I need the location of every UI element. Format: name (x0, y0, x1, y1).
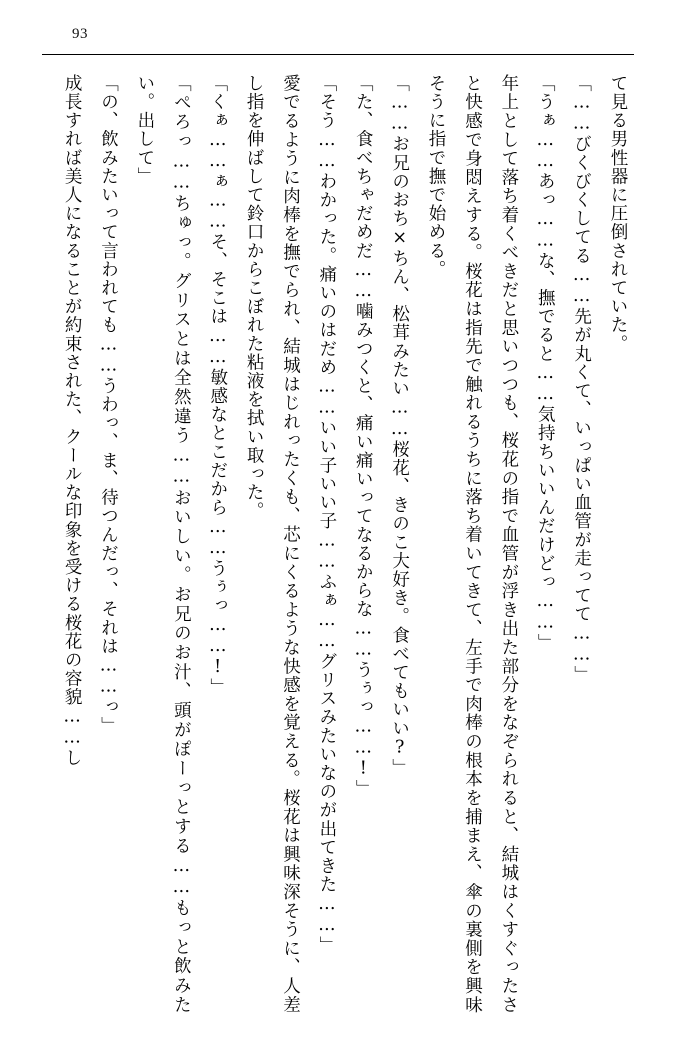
paragraph: 年上として落ち着くべきだと思いつつも、桜花の指で血管が浮き出た部分をなぞられると、結城はくすぐったさと快感で身悶えする。桜花は指先で触れるうちに落ち着いてきて、左手で肉棒の根本を捕まえ、傘の裏側を興味そうに指で撫で始める。 (426, 74, 519, 1014)
paragraph: 「うぁ……あっ……な、撫でると……気持ちいいんだけどっ……」 (535, 74, 556, 652)
paragraph: 「そう……わかった。痛いのはだめ……いい子いい子……ふぁ……グリスみたいなのが出てきた……」 (316, 74, 337, 955)
paragraph: 成長すれば美人になることが約束された、クールな印象を受ける桜花の容貌……し (62, 74, 83, 768)
page-number: 93 (72, 26, 88, 42)
paragraph: 「た、食べちゃだめだ……噛みつくと、痛い痛いってなるからな……うぅっ……!」 (353, 74, 374, 799)
header-rule (42, 54, 634, 55)
paragraph: 「……びくびくしてる……先が丸くて、いっぱい血管が走ってて……」 (571, 74, 592, 685)
paragraph: 「……お兄のおち×ちん、松茸みたい……桜花、きのこ大好き。食べてもいい?」 (389, 74, 410, 778)
paragraph: て見る男性器に圧倒されていた。 (608, 74, 628, 353)
paragraph: 「くぁ……ぁ……そ、そこは……敏感なとこだから……うぅっ……!」 (207, 74, 228, 697)
paragraph: 「の、飲みたいって言われても……うわっ、ま、待つんだっ、それは……っ」 (98, 74, 119, 735)
paragraph: 愛でるように肉棒を撫でられ、結城はじれったくも、芯にくるような快感を覚える。桜花は興味深そうに、人差し指を伸ばして鈴口からこぼれた粘液を拭い取った。 (244, 74, 301, 1014)
page-body-text (36, 74, 636, 1014)
paragraph: 「ぺろっ……ちゅっ。グリスとは全然違う……おいしい。お兄のお汁、頭がぽーっとする……もっと飲みたい。出して」 (134, 74, 192, 1014)
